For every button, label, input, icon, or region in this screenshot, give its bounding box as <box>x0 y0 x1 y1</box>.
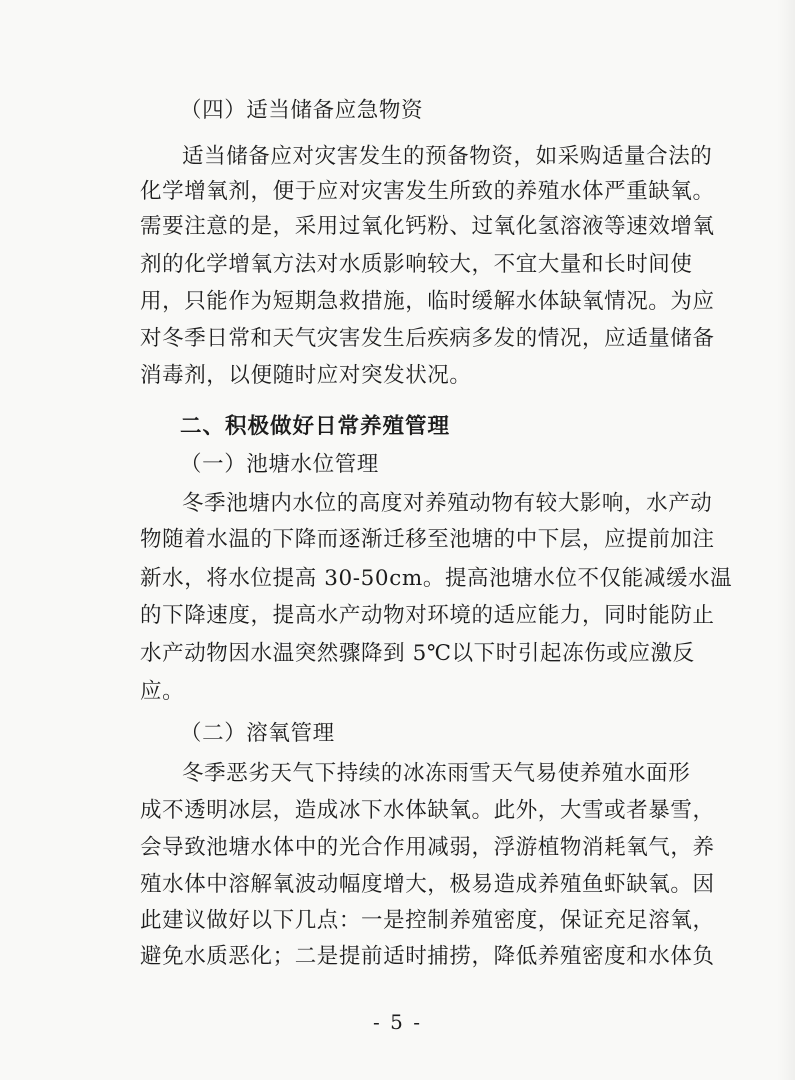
paragraph-line: 冬季恶劣天气下持续的冰冻雨雪天气易使养殖水面形 <box>182 761 691 786</box>
paragraph-line: 的下降速度，提高水产动物对环境的适应能力，同时能防止 <box>140 603 715 628</box>
paragraph-line: 避免水质恶化；二是提前适时捕捞，降低养殖密度和水体负 <box>140 944 715 969</box>
paragraph-line: 需要注意的是，采用过氧化钙粉、过氧化氢溶液等速效增氧 <box>140 214 715 239</box>
paragraph-line: 水产动物因水温突然骤降到 5℃以下时引起冻伤或应激反 <box>140 641 695 666</box>
paragraph-line: 化学增氧剂，便于应对灾害发生所致的养殖水体严重缺氧。 <box>140 179 715 204</box>
paragraph-line: 物随着水温的下降而逐渐迁移至池塘的中下层，应提前加注 <box>140 527 715 552</box>
paragraph-line: 冬季池塘内水位的高度对养殖动物有较大影响，水产动 <box>182 491 713 516</box>
paragraph-line: 此建议做好以下几点：一是控制养殖密度，保证充足溶氧， <box>140 908 715 933</box>
paragraph-line: 会导致池塘水体中的光合作用减弱，浮游植物消耗氧气，养 <box>140 835 715 860</box>
paragraph-line: 适当储备应对灾害发生的预备物资，如采购适量合法的 <box>182 144 713 169</box>
paragraph-line: 应。 <box>140 679 185 704</box>
paragraph-line: 成不透明冰层，造成冰下水体缺氧。此外，大雪或者暴雪， <box>140 798 715 823</box>
scan-edge-shadow <box>777 0 795 1080</box>
subheading-water-level: （一）池塘水位管理 <box>180 452 379 477</box>
paragraph-line: 新水，将水位提高 30-50cm。提高池塘水位不仅能减缓水温 <box>140 566 733 591</box>
page-number: - 5 - <box>373 1010 422 1034</box>
paragraph-line: 消毒剂，以便随时应对突发状况。 <box>140 363 472 388</box>
paragraph-line: 剂的化学增氧方法对水质影响较大，不宜大量和长时间使 <box>140 252 693 277</box>
paragraph-line: 用，只能作为短期急救措施，临时缓解水体缺氧情况。为应 <box>140 289 715 314</box>
paragraph-line: 对冬季日常和天气灾害发生后疾病多发的情况，应适量储备 <box>140 326 715 351</box>
subheading-emergency-supplies: （四）适当储备应急物资 <box>180 98 424 123</box>
subheading-dissolved-oxygen: （二）溶氧管理 <box>180 721 335 746</box>
section-heading-daily-management: 二、积极做好日常养殖管理 <box>180 414 451 439</box>
paragraph-line: 殖水体中溶解氧波动幅度增大，极易造成养殖鱼虾缺氧。因 <box>140 872 715 897</box>
